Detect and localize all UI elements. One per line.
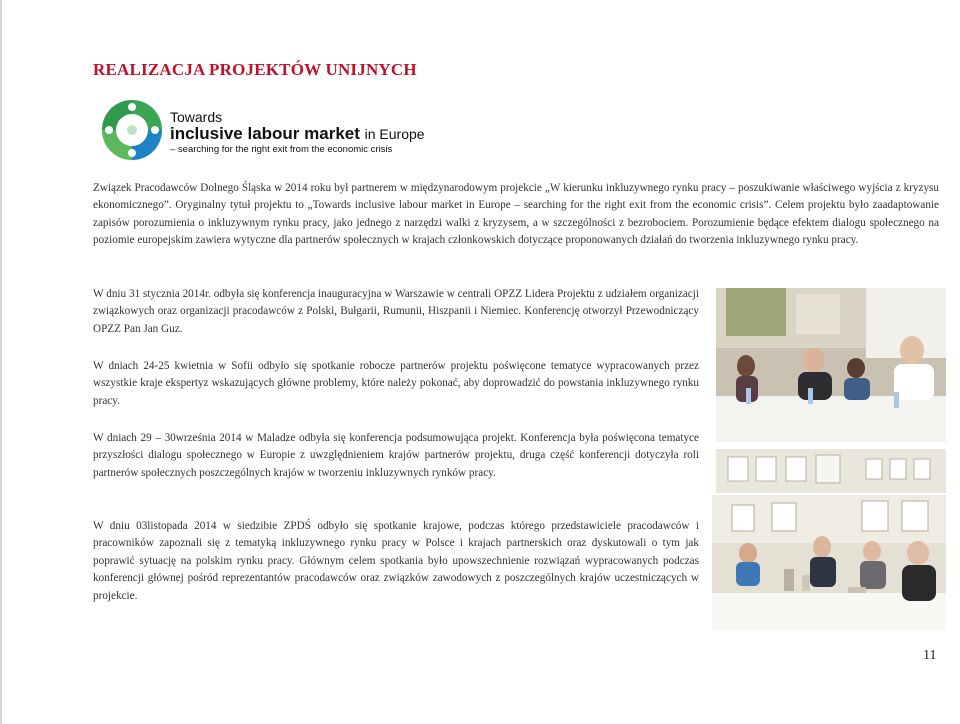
- national-meeting-photo: [712, 495, 946, 630]
- puzzle-globe-icon: [98, 96, 166, 164]
- logo-main-text: [170, 125, 425, 143]
- paragraph-sofia-meeting: W dniach 24-25 kwietnia w Sofii odbyło się spotkanie robocze partnerów projektu poświęcone tematyce wypracowanych przez wszystkie kraje ekspertyz wskazujących główne problemy, które należy pokonać, aby doprowadzić do powstania inkluzywnego rynku pracy.: [93, 360, 699, 407]
- logo-main-bold: inclusive labour market: [170, 124, 360, 143]
- page-left-border: [0, 0, 2, 724]
- paragraph-project-intro: Związek Pracodawców Dolnego Śląska w 2014 roku był partnerem w międzynarodowym projekcie „W kierunku inkluzywnego rynku pracy – poszukiwanie właściwego wyjścia z kryzysu ekonomicznego”. Oryginalny tytuł projektu to „Towards inclusive labour market in Europe – searching for the right exit from the economic crisis”. Celem projektu było zaadaptowanie zapisów porozumienia o inkluzywnym rynku pracy, jako jednego z narzędzi walki z kryzysem, a w szczególności z bezrobociem. Porozumienie będące efektem dialogu społecznego na poziomie europejskim zawiera wytyczne dla partnerów społecznych w krajach członkowskich dotyczące proponowanych działań do tworzenia inkluzywnego rynku pracy.: [93, 182, 939, 247]
- conference-room-photo: [716, 449, 946, 493]
- conference-panel-photo: [716, 288, 946, 442]
- logo-main-tail: in Europe: [364, 126, 425, 142]
- paragraph-national-meeting: W dniu 03listopada 2014 w siedzibie ZPDŚ odbyło się spotkanie krajowe, podczas którego przedstawiciele pracodawców i pracowników zapoznali się z tematyką inkluzywnego rynku pracy w Polsce i krajach partnerskich oraz dyskutowali o tym jak poprawić sytuację na polskim rynku pracy. Głównym celem spotkania było upowszechnienie rozwiązań wypracowanych podczas konferencji głównej pośród reprezentantów pracodawców oraz związków zawodowych z poszczególnych krajów uczestniczących w projekcie.: [93, 520, 699, 602]
- logo-towards-text: Towards: [170, 109, 223, 125]
- logo-subtitle: – searching for the right exit from the economic crisis: [170, 144, 393, 155]
- paragraph-malaga-conference: W dniach 29 – 30września 2014 w Maladze odbyła się konferencja podsumowująca projekt. Konferencja była poświęcona tematyce przyszłości dialogu społecznego w Europie z uwzględnieniem krajów partnerów projektu, druga część konferencji dotyczyła roli partnerów społecznych poszczególnych krajów w tworzeniu inkluzywnych rynków pracy.: [93, 432, 699, 479]
- paragraph-warsaw-conference: W dniu 31 stycznia 2014r. odbyła się konferencja inauguracyjna w Warszawie w centrali OPZZ Lidera Projektu z udziałem organizacji związkowych oraz organizacji pracodawców z Polski, Bułgarii, Rumunii, Hiszpanii i Niemiec. Konferencję otworzył Przewodniczący OPZZ Pan Jan Guz.: [93, 288, 699, 335]
- page-number: 11: [923, 648, 937, 663]
- project-logo: [98, 96, 438, 166]
- page-heading: REALIZACJA PROJEKTÓW UNIJNYCH: [93, 60, 417, 79]
